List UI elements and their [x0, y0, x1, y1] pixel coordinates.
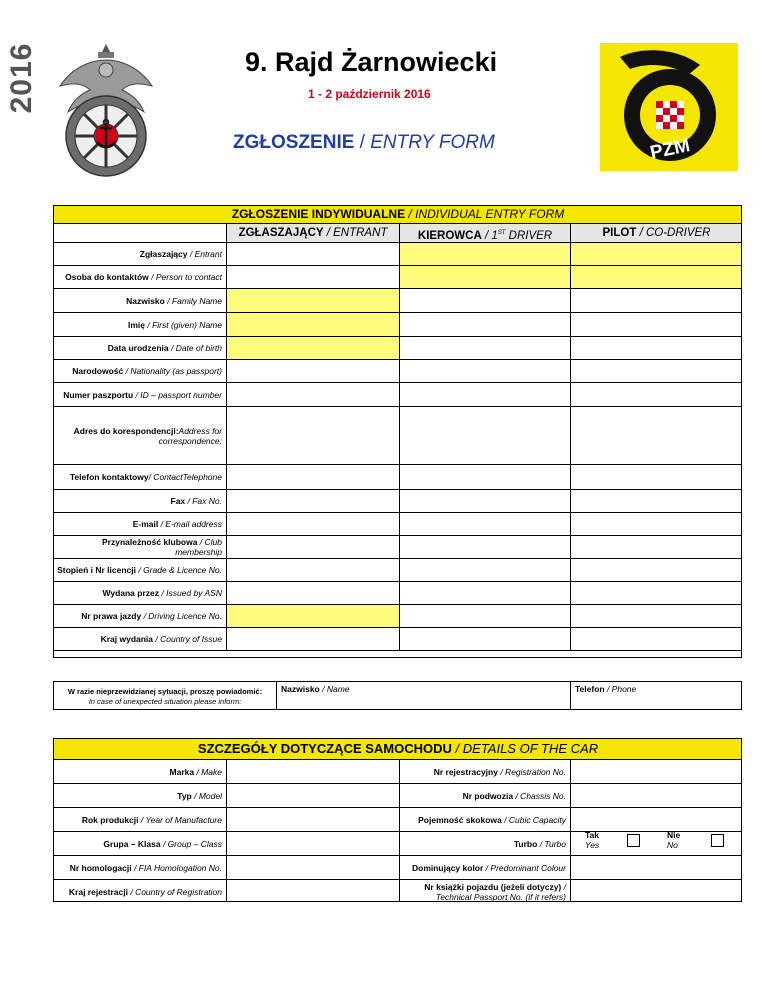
- car-label-pl: Grupa – Klasa: [103, 838, 161, 849]
- car-label-pl: Turbo: [513, 838, 538, 849]
- pzm-logo: [600, 43, 738, 171]
- turbo-no-pl: Nie: [667, 832, 681, 840]
- col-codriver-pl: PILOT: [602, 227, 637, 239]
- car-right-label: [400, 880, 571, 902]
- driver-field[interactable]: [400, 628, 571, 651]
- row-label-en: / Entrant: [187, 249, 222, 259]
- car-right-label: [400, 808, 571, 832]
- page-title: 9. Rajd Żarnowiecki: [245, 47, 498, 77]
- col-driver-en-post: DRIVER: [505, 229, 553, 242]
- car-left-field[interactable]: [227, 784, 400, 808]
- codriver-field[interactable]: [571, 383, 742, 407]
- car-label-pl: Rok produkcji: [81, 814, 139, 825]
- driver-field[interactable]: [400, 407, 571, 465]
- col-header-driver: [400, 224, 571, 243]
- driver-field[interactable]: [400, 536, 571, 559]
- car-label-en: / FIA Homologation No.: [131, 862, 222, 873]
- row-label: [54, 513, 227, 536]
- car-right-field[interactable]: [571, 784, 742, 808]
- row-label-en: / First (given) Name: [145, 319, 222, 330]
- codriver-field[interactable]: [571, 313, 742, 337]
- row-label: [54, 243, 227, 266]
- row-label-pl: Imię: [127, 319, 145, 330]
- row-label: [54, 383, 227, 407]
- car-right-label: [400, 832, 571, 856]
- car-right-label: [400, 856, 571, 880]
- car-label-en: / Group – Class: [160, 838, 222, 849]
- row-label-pl: Kraj wydania: [100, 634, 154, 644]
- car-label-en: / Registration No.: [497, 766, 566, 777]
- col-driver-pl: KIEROWCA: [417, 229, 482, 242]
- car-left-field[interactable]: [227, 808, 400, 832]
- row-label-en: / Issued by ASN: [159, 588, 222, 598]
- row-label-en: / Fax No.: [185, 496, 222, 506]
- emergency-label-en: In case of unexpected situation please inform:: [88, 696, 242, 706]
- entrant-field[interactable]: [227, 289, 400, 313]
- driver-field[interactable]: [400, 313, 571, 337]
- turbo-options: [571, 832, 742, 856]
- driver-field[interactable]: [400, 559, 571, 582]
- driver-field[interactable]: [400, 465, 571, 490]
- car-label-en: / Turbo: [537, 838, 566, 849]
- col-codriver-en: / CO-DRIVER: [636, 227, 711, 239]
- row-label: [54, 313, 227, 337]
- car-left-label: [54, 784, 227, 808]
- col-entrant-en: / ENTRANT: [323, 227, 388, 239]
- emergency-name-field[interactable]: [277, 682, 571, 710]
- emergency-phone-en: / Phone: [604, 684, 637, 694]
- car-left-field[interactable]: [227, 832, 400, 856]
- car-left-label: [54, 808, 227, 832]
- codriver-field[interactable]: [571, 289, 742, 313]
- row-label: [54, 266, 227, 289]
- entrant-field[interactable]: [227, 243, 400, 266]
- driver-field[interactable]: [400, 360, 571, 383]
- driver-field[interactable]: [400, 490, 571, 513]
- car-section-header: [54, 739, 742, 760]
- codriver-field[interactable]: [571, 337, 742, 360]
- driver-field[interactable]: [400, 337, 571, 360]
- turbo-no-checkbox[interactable]: [711, 834, 724, 847]
- car-right-field[interactable]: [571, 760, 742, 784]
- turbo-no-en: No: [667, 840, 678, 850]
- col-driver-sup: ST: [497, 230, 506, 236]
- row-label-en: / E-mail address: [158, 519, 222, 529]
- row-label-pl: Data urodzenia: [107, 343, 169, 353]
- row-label-pl: Nr prawa jazdy: [81, 611, 142, 621]
- entrant-field[interactable]: [227, 605, 400, 628]
- car-right-field[interactable]: [571, 880, 742, 902]
- row-label-pl: Numer paszportu: [63, 389, 134, 400]
- row-label-pl: Zgłaszający: [139, 249, 188, 259]
- pzm-text: PZM: [648, 135, 692, 164]
- car-label-pl: Typ: [177, 790, 192, 801]
- row-label: [54, 289, 227, 313]
- row-label: [54, 628, 227, 651]
- year-label: [2, 38, 42, 118]
- codriver-field[interactable]: [571, 360, 742, 383]
- codriver-field[interactable]: [571, 266, 742, 289]
- row-label-en: / Club membership: [175, 537, 222, 557]
- row-label: [54, 465, 227, 490]
- driver-field[interactable]: [400, 383, 571, 407]
- car-label-en: / Chassis No.: [513, 790, 566, 801]
- col-header-entrant: [227, 224, 400, 243]
- car-label-pl: Dominujący kolor: [411, 862, 484, 873]
- car-label-pl: Marka: [169, 766, 195, 777]
- driver-field[interactable]: [400, 266, 571, 289]
- form-title-pl: ZGŁOSZENIE: [233, 132, 355, 153]
- codriver-field[interactable]: [571, 628, 742, 651]
- row-label-en: / Family Name: [164, 295, 222, 306]
- row-label-pl: Narodowość: [72, 366, 124, 376]
- row-label-pl: Wydana przez: [102, 588, 159, 598]
- car-left-field[interactable]: [227, 856, 400, 880]
- car-left-field[interactable]: [227, 760, 400, 784]
- row-label-pl: Telefon kontaktowy: [69, 472, 149, 482]
- event-dates: 1 - 2 październik 2016: [308, 87, 431, 101]
- row-label-en: / Nationality (as passport): [123, 366, 222, 376]
- car-right-label: [400, 760, 571, 784]
- row-label-en: / Date of birth: [168, 343, 222, 353]
- entrant-field[interactable]: [227, 582, 400, 605]
- driver-field[interactable]: [400, 513, 571, 536]
- form-title: [233, 132, 495, 154]
- row-label: [54, 559, 227, 582]
- car-right-field[interactable]: [571, 856, 742, 880]
- row-label: [54, 536, 227, 559]
- row-label-en: / Person to contact: [148, 272, 222, 282]
- emergency-contact-section: [53, 681, 742, 710]
- individual-title-pl: ZGŁOSZENIE INDYWIDUALNE: [231, 207, 406, 221]
- col-entrant-pl: ZGŁASZAJĄCY: [238, 227, 324, 239]
- form-title-separator: /: [354, 132, 371, 153]
- row-label-en: / Grade & Licence No.: [136, 565, 222, 575]
- car-right-label: [400, 784, 571, 808]
- row-label-pl: Adres do korespondencji:: [73, 425, 179, 436]
- entrant-field[interactable]: [227, 266, 400, 289]
- col-header-codriver: [571, 224, 742, 243]
- club-emblem-logo: [50, 40, 162, 180]
- individual-entry-section: [53, 205, 742, 658]
- entrant-field[interactable]: [227, 536, 400, 559]
- form-title-en: ENTRY FORM: [370, 132, 495, 153]
- emergency-phone-field[interactable]: [571, 682, 742, 710]
- car-details-section: [53, 738, 742, 902]
- entrant-field[interactable]: [227, 313, 400, 337]
- car-left-label: [54, 760, 227, 784]
- car-title-pl: SZCZEGÓŁY DOTYCZĄCE SAMOCHODU: [197, 741, 452, 756]
- emergency-label: [54, 682, 277, 710]
- car-label-pl: Nr homologacji: [69, 862, 132, 873]
- row-label: [54, 582, 227, 605]
- car-label-en: / Country of Registration: [127, 886, 222, 897]
- car-label-pl: Kraj rejestracji: [68, 886, 128, 897]
- car-right-field[interactable]: [571, 808, 742, 832]
- codriver-field[interactable]: [571, 407, 742, 465]
- car-left-field[interactable]: [227, 880, 400, 902]
- row-label-en: / ID – passport number: [133, 389, 222, 400]
- codriver-field[interactable]: [571, 490, 742, 513]
- row-label-pl: Stopień i Nr licencji: [57, 565, 136, 575]
- row-label-pl: Osoba do kontaktów: [65, 272, 149, 282]
- turbo-yes-pl: Tak: [585, 832, 600, 840]
- corner-cell: [54, 224, 227, 243]
- row-label: [54, 490, 227, 513]
- car-label-en: / Model: [191, 790, 222, 801]
- entrant-field[interactable]: [227, 513, 400, 536]
- car-left-label: [54, 832, 227, 856]
- car-title-en: / DETAILS OF THE CAR: [451, 741, 599, 756]
- row-label-pl: Nazwisko: [126, 295, 165, 306]
- codriver-field[interactable]: [571, 465, 742, 490]
- codriver-field[interactable]: [571, 582, 742, 605]
- driver-field[interactable]: [400, 582, 571, 605]
- individual-title-en: / INDIVIDUAL ENTRY FORM: [405, 207, 565, 221]
- driver-field[interactable]: [400, 243, 571, 266]
- row-label-pl: Fax: [170, 496, 186, 506]
- car-label-en: / Cubic Capacity: [501, 814, 566, 825]
- emergency-name-en: / Name: [319, 684, 350, 694]
- car-label-pl: Pojemność skokowa: [418, 814, 502, 825]
- col-driver-en: / 1: [481, 229, 498, 242]
- entrant-field[interactable]: [227, 490, 400, 513]
- car-label-en: / Technical Passport No. (if it refers): [435, 881, 566, 902]
- car-label-pl: Nr rejestracyjny: [433, 766, 498, 777]
- entrant-field[interactable]: [227, 559, 400, 582]
- emergency-name-pl: Nazwisko: [281, 684, 320, 694]
- emergency-phone-pl: Telefon: [575, 684, 605, 694]
- codriver-field[interactable]: [571, 536, 742, 559]
- row-label-en: / ContactTelephone: [148, 472, 222, 482]
- car-label-pl: Nr podwozia: [462, 790, 514, 801]
- row-label: [54, 605, 227, 628]
- entrant-field[interactable]: [227, 407, 400, 465]
- car-label-en: / Year of Manufacture: [138, 814, 222, 825]
- individual-section-header: [54, 206, 742, 224]
- codriver-field[interactable]: [571, 605, 742, 628]
- entrant-field[interactable]: [227, 337, 400, 360]
- row-label-pl: Przynależność klubowa: [102, 537, 198, 547]
- row-label: [54, 407, 227, 465]
- entrant-field[interactable]: [227, 465, 400, 490]
- codriver-field[interactable]: [571, 243, 742, 266]
- codriver-field[interactable]: [571, 513, 742, 536]
- car-left-label: [54, 880, 227, 902]
- car-label-pl: Nr książki pojazdu (jeżeli dotyczy): [424, 881, 562, 892]
- turbo-yes-en: Yes: [585, 840, 600, 850]
- turbo-yes-label: [585, 832, 599, 850]
- car-label-en: / Make: [194, 766, 222, 777]
- entrant-field[interactable]: [227, 628, 400, 651]
- driver-field[interactable]: [400, 289, 571, 313]
- car-left-label: [54, 856, 227, 880]
- row-label-en: / Country of Issue: [153, 634, 222, 644]
- turbo-no-label: [667, 832, 680, 850]
- driver-field[interactable]: [400, 605, 571, 628]
- row-label-pl: E-mail: [132, 519, 159, 529]
- row-label-en: / Driving Licence No.: [141, 611, 222, 621]
- turbo-yes-checkbox[interactable]: [627, 834, 640, 847]
- car-label-en: / Predominant Colour: [483, 862, 566, 873]
- row-label: [54, 337, 227, 360]
- entrant-field[interactable]: [227, 360, 400, 383]
- codriver-field[interactable]: [571, 559, 742, 582]
- entrant-field[interactable]: [227, 383, 400, 407]
- emergency-label-pl: W razie nieprzewidzianej sytuacji, proszę powiadomić:: [67, 686, 263, 696]
- year-text: 2016: [5, 42, 38, 114]
- row-label: [54, 360, 227, 383]
- row-label-en: Address for correspondence:: [158, 425, 222, 446]
